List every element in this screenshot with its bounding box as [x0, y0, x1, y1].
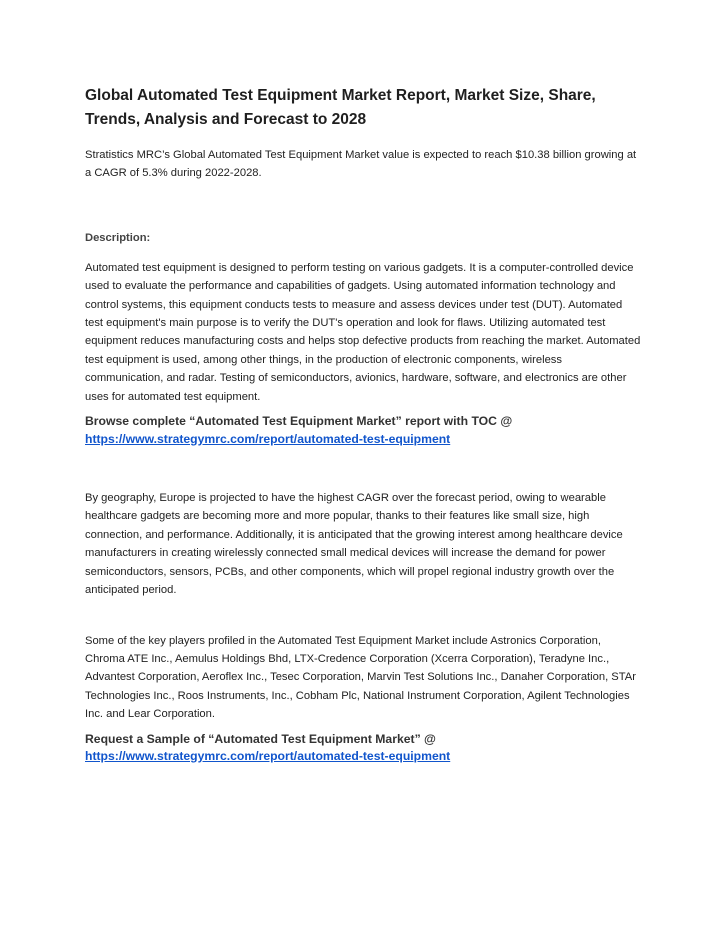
- geography-paragraph: By geography, Europe is projected to have the highest CAGR over the forecast period, owing to wearable healthcare gadgets are becoming more and more popular, thanks to their features like small size, high connection, and performance. Additionally, it is anticipated that the growing interest among healthcare device manufacturers in creating wirelessly connected small medical devices will increase the demand for power semiconductors, sensors, PCBs, and other components, which will propel regional industry growth over the anticipated period.: [85, 492, 623, 597]
- browse-report-text: Browse complete “Automated Test Equipment Market” report with TOC @: [85, 414, 513, 429]
- request-sample-link[interactable]: https://www.strategymrc.com/report/automated-test-equipment: [85, 749, 451, 764]
- browse-report-link[interactable]: https://www.strategymrc.com/report/automated-test-equipment: [85, 431, 451, 446]
- key-players-paragraph: Some of the key players profiled in the Automated Test Equipment Market include Astronics Corporation, Chroma ATE Inc., Aemulus Holdings Bhd, LTX-Credence Corporation (Xcerra Corporation), Teradyne Inc., Advantest Corporation, Aeroflex Inc., Tesec Corporation, Marvin Test Solutions Inc., Danaher Corporation, STAr Technologies Inc., Roos Instruments, Inc., Cobham Plc, National Instrument Corporation, Agilent Technologies Inc. and Lear Corporation.: [85, 634, 636, 721]
- request-sample-block: [85, 731, 641, 766]
- browse-report-block: [85, 413, 641, 448]
- document-title: Global Automated Test Equipment Market Report, Market Size, Share, Trends, Analysis and Forecast to 2028: [85, 87, 596, 128]
- description-label: Description:: [85, 231, 151, 244]
- intro-paragraph: Stratistics MRC’s Global Automated Test Equipment Market value is expected to reach $10.38 billion growing at a CAGR of 5.3% during 2022-2028.: [85, 149, 637, 180]
- document-body: [85, 84, 641, 766]
- description-paragraph: Automated test equipment is designed to perform testing on various gadgets. It is a computer-controlled device used to evaluate the performance and capabilities of gadgets. Using automated information technology and control systems, this equipment conducts tests to measure and assess devices under test (DUT). Automated test equipment's main purpose is to verify the DUT's operation and look for flaws. Utilizing automated test equipment reduces manufacturing costs and helps stop defective products from reaching the market. Automated test equipment is used, among other things, in the production of electronic components, wireless communication, and radar. Testing of semiconductors, avionics, hardware, software, and electronics are other uses for automated test equipment.: [85, 261, 641, 403]
- request-sample-text: Request a Sample of “Automated Test Equipment Market” @: [85, 731, 436, 746]
